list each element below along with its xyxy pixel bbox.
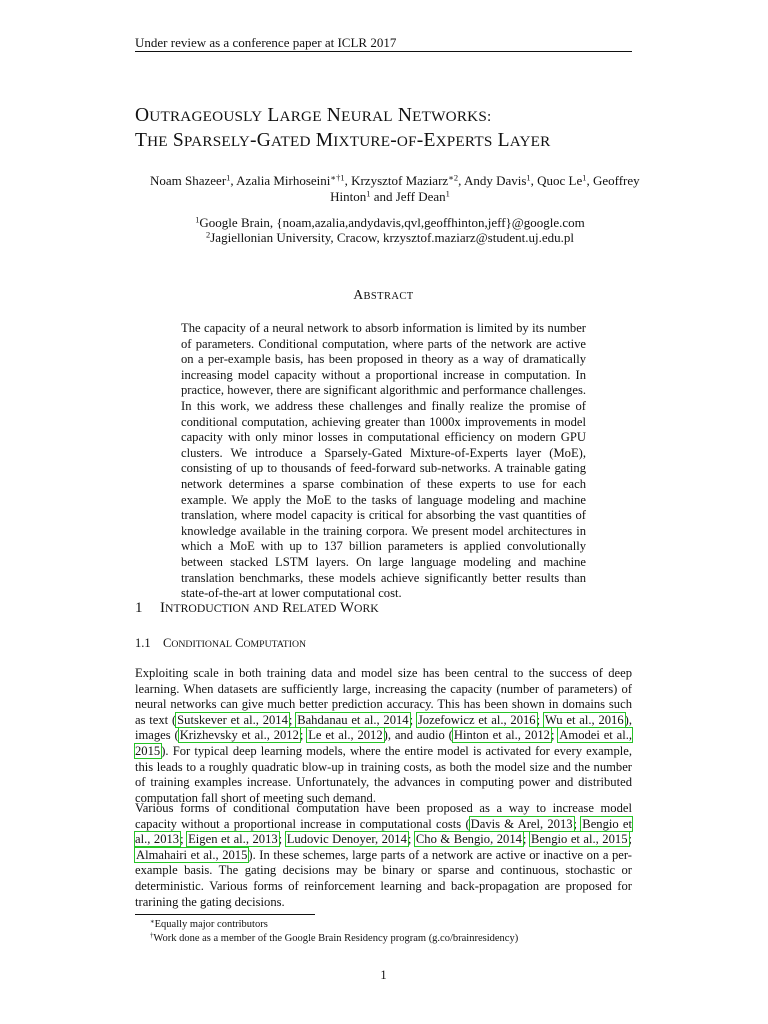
- author-list: [150, 172, 640, 205]
- citation-separator: ;: [550, 728, 559, 743]
- heading-rest: ELATED: [292, 602, 337, 615]
- citation-link[interactable]: Ludovic Denoyer, 2014: [286, 832, 407, 847]
- title-rest: IXTURE: [333, 133, 391, 150]
- author-name: , Azalia Mirhoseini: [230, 173, 331, 188]
- footnote-rule: [135, 914, 315, 915]
- heading-cap: W: [339, 600, 355, 616]
- citation-separator: ;: [288, 712, 297, 727]
- footnote-text: Work done as a member of the Google Brain Residency program (g.co/brainresidency): [153, 933, 519, 944]
- heading-rest: ONDITIONAL: [171, 639, 232, 650]
- running-header: Under review as a conference paper at ICLR 2017: [135, 35, 397, 50]
- author-name: , Quoc Le: [530, 173, 583, 188]
- title-cap: L: [267, 105, 280, 126]
- paragraph-text: ). In these schemes, large parts of a network are active or inactive on a per-example basis. The gating decisions may be binary or sparse and continuous, stochastic or deterministic. Various forms of reinforcement learning and back-propagation are proposed for trarining the gating decisions.: [135, 847, 632, 909]
- title-dash: -: [250, 130, 257, 151]
- citation-link[interactable]: Bengio et al., 2013: [135, 816, 633, 847]
- title-rest: XPERTS: [435, 133, 493, 150]
- citation-link[interactable]: Jozefowicz et al., 2016: [417, 712, 536, 727]
- title-cap: N: [326, 105, 342, 126]
- title-cap: T: [135, 130, 148, 151]
- citation-link[interactable]: Eigen et al., 2013: [188, 832, 278, 847]
- title-rest: PARSELY: [183, 133, 250, 150]
- subsection-heading: [135, 636, 632, 651]
- section-number: 1: [135, 600, 143, 616]
- title-cap: G: [256, 130, 271, 151]
- author-sup: 1: [445, 188, 450, 199]
- author-name: Noam Shazeer: [150, 173, 227, 188]
- title-rest: UTRAGEOUSLY: [149, 108, 263, 125]
- affiliation-1: [150, 215, 630, 230]
- footnote-text: Equally major contributors: [154, 919, 268, 930]
- footnote-1: [150, 918, 630, 932]
- paragraph-text: Various forms of conditional computation have been proposed as a way to increase model capacity without a proportional increase in computational costs (: [135, 801, 632, 831]
- footnote-2: [150, 932, 630, 946]
- title-rest: AYER: [509, 133, 551, 150]
- citation-separator: ;: [573, 816, 582, 831]
- title-cap: E: [423, 130, 436, 151]
- heading-cap: I: [160, 600, 165, 616]
- heading-rest: OMPUTATION: [243, 639, 307, 650]
- title-rest: EURAL: [341, 108, 393, 125]
- footnote-mark: ∗: [150, 918, 155, 926]
- title-cap: L: [497, 130, 510, 151]
- citation-link[interactable]: Bahdanau et al., 2014: [297, 712, 409, 727]
- body-paragraph-2: [135, 801, 632, 910]
- citation-separator: ;: [536, 712, 544, 727]
- title-rest: ATED: [271, 133, 311, 150]
- abstract-body: The capacity of a neural network to absorb information is limited by its number of parameters. Conditional computation, where parts of the network are active on a per-example basis, has been proposed in theory as a way of dramatically increasing model capacity without a proportional increase in computation. In practice, however, there are significant algorithmic and performance challenges. In this work, we address these challenges and finally realize the promise of conditional computation, achieving greater than 1000x improvements in model capacity with only minor losses in computational efficiency on modern GPU clusters. We introduce a Sparsely-Gated Mixture-of-Experts layer (MoE), consisting of up to thousands of feed-forward sub-networks. A trainable gating network determines a sparse combination of these experts to use for each example. We apply the MoE to the tasks of language modeling and machine translation, where model capacity is critical for absorbing the vast quantities of knowledge available in the training corpora. We present model architectures in which a MoE with up to 137 billion parameters is applied convolutionally between stacked LSTM layers. On large language modeling and machine translation benchmarks, these models achieve significantly better results than state-of-the-art at lower computational cost.: [181, 321, 586, 601]
- paper-title: [135, 104, 695, 154]
- title-line-1: [135, 104, 695, 129]
- affiliation-text: Jagiellonian University, Cracow, krzysztof.maziarz@student.uj.edu.pl: [210, 230, 574, 245]
- title-cap: M: [315, 130, 334, 151]
- author-name: , Andy Davis: [458, 173, 527, 188]
- citation-link[interactable]: Bengio et al., 2015: [530, 832, 628, 847]
- title-rest: ETWORKS:: [412, 108, 492, 125]
- citation-separator: ;: [278, 832, 286, 847]
- citation-link[interactable]: Davis & Arel, 2013: [470, 816, 573, 831]
- citation-link[interactable]: Hinton et al., 2012: [453, 728, 550, 743]
- author-name: and Jeff Dean: [370, 189, 446, 204]
- citation-link[interactable]: Wu et al., 2016: [544, 712, 624, 727]
- author-name: , Krzysztof Maziarz: [344, 173, 449, 188]
- paragraph-text: ), and audio (: [383, 728, 453, 743]
- section-heading: [135, 600, 632, 617]
- title-line-2: [135, 129, 695, 154]
- author-sup: 1: [526, 172, 531, 183]
- citation-separator: ;: [180, 832, 188, 847]
- affiliations: [150, 215, 630, 245]
- citation-link[interactable]: Sutskever et al., 2014: [177, 712, 288, 727]
- footnote-mark: †: [150, 932, 154, 940]
- citation-separator: ;: [409, 712, 417, 727]
- title-cap: O: [135, 105, 150, 126]
- heading-rest: AND: [253, 602, 279, 615]
- title-cap: N: [397, 105, 413, 126]
- author-sup: ∗†1: [330, 172, 345, 183]
- heading-cap: C: [163, 636, 172, 650]
- citation-separator: ;: [407, 832, 415, 847]
- title-rest: OF: [396, 133, 417, 150]
- paragraph-text: ), images (: [135, 712, 632, 743]
- citation-link[interactable]: Le et al., 2012: [308, 728, 383, 743]
- author-sup: 1: [226, 172, 231, 183]
- heading-rest: NTRODUCTION: [165, 602, 250, 615]
- citation-separator: ;: [299, 728, 308, 743]
- author-sup: ∗2: [448, 172, 459, 183]
- body-paragraph-1: [135, 666, 632, 806]
- citation-link[interactable]: Amodei et al., 2015: [135, 728, 632, 758]
- author-line-1: [150, 172, 640, 189]
- paragraph-text: Exploiting scale in both training data and model size has been central to the success of deep learning. When datasets are sufficiently large, increasing the capacity (number of parameters) of neural networks can give much better prediction accuracy. This has been shown in domains such as text (: [135, 666, 632, 727]
- citation-link[interactable]: Cho & Bengio, 2014: [415, 832, 522, 847]
- title-rest: ARGE: [279, 108, 322, 125]
- affiliation-sup: 1: [195, 214, 200, 225]
- author-line-2: [150, 189, 630, 205]
- title-dash: -: [416, 130, 424, 151]
- title-cap: S: [172, 130, 184, 151]
- affiliation-sup: 2: [206, 229, 211, 240]
- page-number: 1: [380, 968, 387, 982]
- heading-rest: ORK: [354, 602, 379, 615]
- citation-link[interactable]: Almahairi et al., 2015: [136, 847, 248, 862]
- citation-separator: ;: [628, 832, 632, 847]
- heading-rest: BSTRACT: [363, 291, 414, 302]
- footnotes: [150, 918, 630, 946]
- citation-link[interactable]: Krizhevsky et al., 2012: [179, 728, 299, 743]
- abstract-heading: [135, 287, 632, 303]
- heading-cap: C: [235, 636, 244, 650]
- author-name: Hinton: [330, 189, 367, 204]
- author-sup: 1: [582, 172, 587, 183]
- heading-cap: A: [353, 287, 364, 302]
- citation-separator: ;: [522, 832, 530, 847]
- paragraph-text: ). For typical deep learning models, where the entire model is activated for every example, this leads to a roughly quadratic blow-up in training costs, as both the model size and the number of training examples increase. Unfortunately, the advances in computing power and distributed computation fall short of meeting such demand.: [135, 743, 632, 805]
- subsection-number: 1.1: [135, 636, 151, 650]
- author-sup: 1: [366, 188, 371, 199]
- affiliation-2: [150, 230, 630, 245]
- title-rest: HE: [147, 133, 168, 150]
- header-rule: [135, 51, 632, 52]
- author-name: , Geoffrey: [586, 173, 640, 188]
- title-dash: -: [390, 130, 397, 151]
- affiliation-text: Google Brain, {noam,azalia,andydavis,qvl,geoffhinton,jeff}@google.com: [199, 215, 585, 230]
- heading-cap: R: [282, 600, 293, 616]
